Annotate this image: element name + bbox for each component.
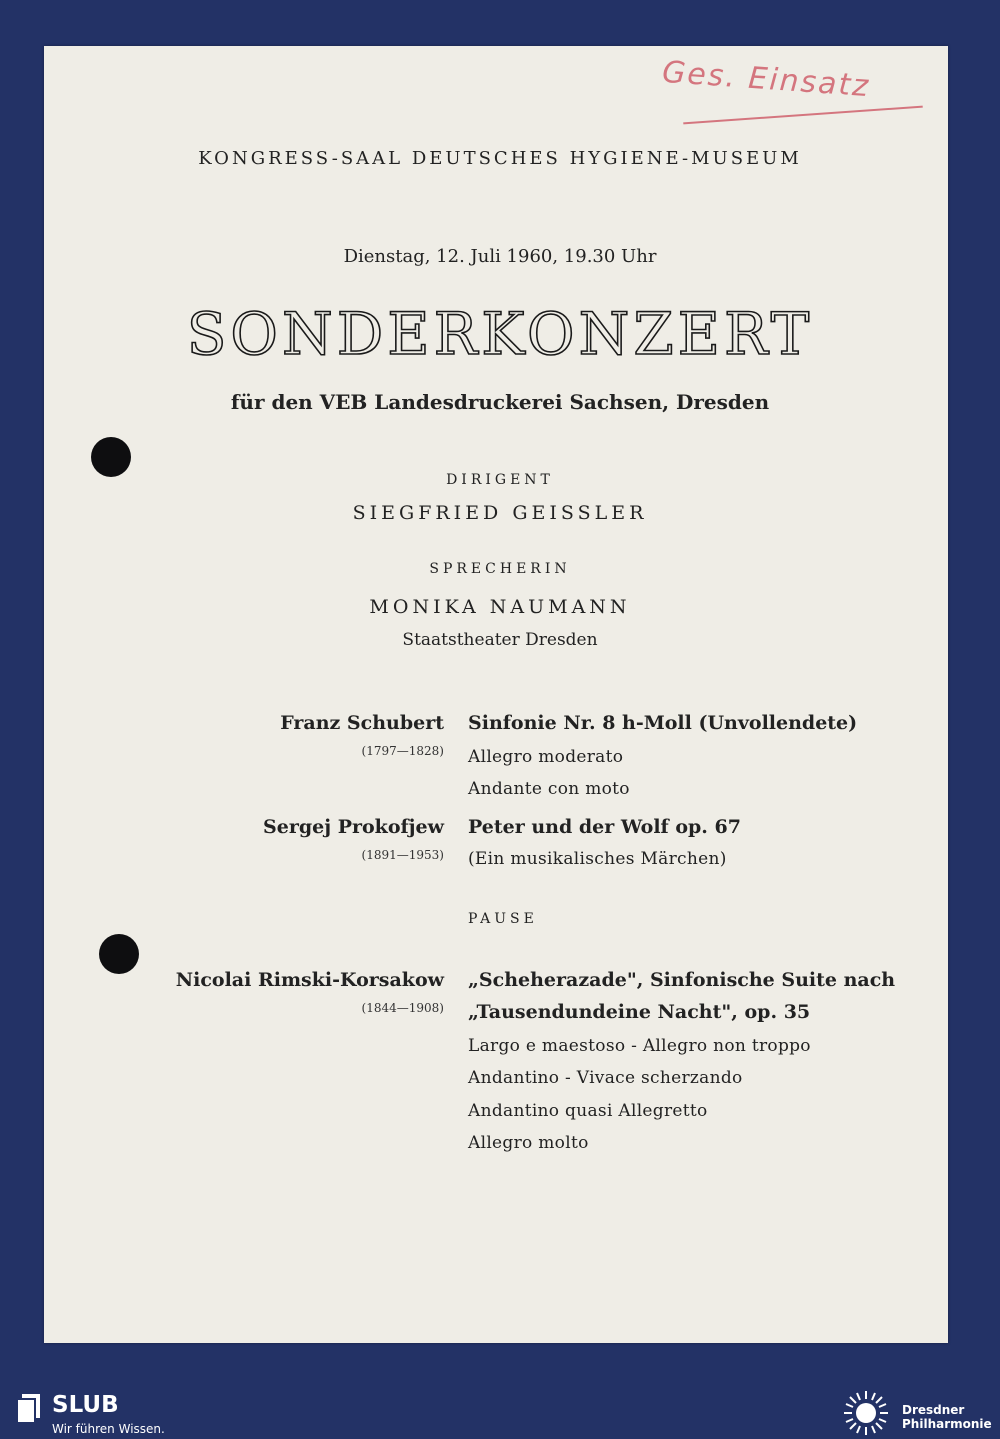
intermission-label: PAUSE — [468, 911, 538, 927]
speaker-affiliation: Staatstheater Dresden — [402, 630, 598, 650]
composer-name: Sergej Prokofjew — [263, 816, 444, 838]
philharmonie-logo-icon — [842, 1389, 890, 1437]
composer-name: Nicolai Rimski-Korsakow — [175, 969, 444, 991]
library-name: SLUB — [52, 1392, 119, 1418]
work-title: „Scheherazade", Sinfonische Suite nach — [468, 969, 896, 991]
work-title: „Tausendundeine Nacht", op. 35 — [468, 1001, 811, 1023]
movement: Largo e maestoso - Allegro non troppo — [468, 1036, 811, 1056]
speaker-name: MONIKA NAUMANN — [369, 596, 631, 618]
composer-years: (1844—1908) — [361, 1001, 444, 1015]
composer-years: (1797—1828) — [361, 744, 444, 758]
concert-date: Dienstag, 12. Juli 1960, 19.30 Uhr — [343, 246, 657, 267]
movement: Allegro moderato — [468, 747, 624, 767]
concert-title: SONDERKONZERT — [186, 300, 814, 368]
handwritten-annotation: Ges. Einsatz — [661, 54, 872, 105]
orchestra-name-line2: Philharmonie — [902, 1417, 992, 1431]
orchestra-name-line1: Dresdner — [902, 1403, 965, 1417]
conductor-name: SIEGFRIED GEISSLER — [352, 502, 648, 524]
conductor-role: DIRIGENT — [446, 472, 554, 488]
composer-name: Franz Schubert — [280, 712, 444, 734]
movement: Andantino quasi Allegretto — [468, 1101, 708, 1121]
library-tagline: Wir führen Wissen. — [52, 1422, 165, 1436]
movement: (Ein musikalisches Märchen) — [468, 849, 727, 869]
slub-logo-icon — [18, 1394, 40, 1424]
punch-hole-top — [91, 437, 131, 477]
work-title: Sinfonie Nr. 8 h-Moll (Unvollendete) — [468, 712, 858, 734]
work-title: Peter und der Wolf op. 67 — [468, 816, 741, 838]
movement: Andante con moto — [468, 779, 630, 799]
movement: Andantino - Vivace scherzando — [468, 1068, 743, 1088]
orchestra-name — [902, 1403, 992, 1431]
concert-subtitle: für den VEB Landesdruckerei Sachsen, Dresden — [230, 390, 770, 414]
venue: KONGRESS-SAAL DEUTSCHES HYGIENE-MUSEUM — [198, 148, 802, 169]
punch-hole-bottom — [99, 934, 139, 974]
movement: Allegro molto — [468, 1133, 589, 1153]
speaker-role: SPRECHERIN — [429, 561, 571, 577]
composer-years: (1891—1953) — [361, 848, 444, 862]
